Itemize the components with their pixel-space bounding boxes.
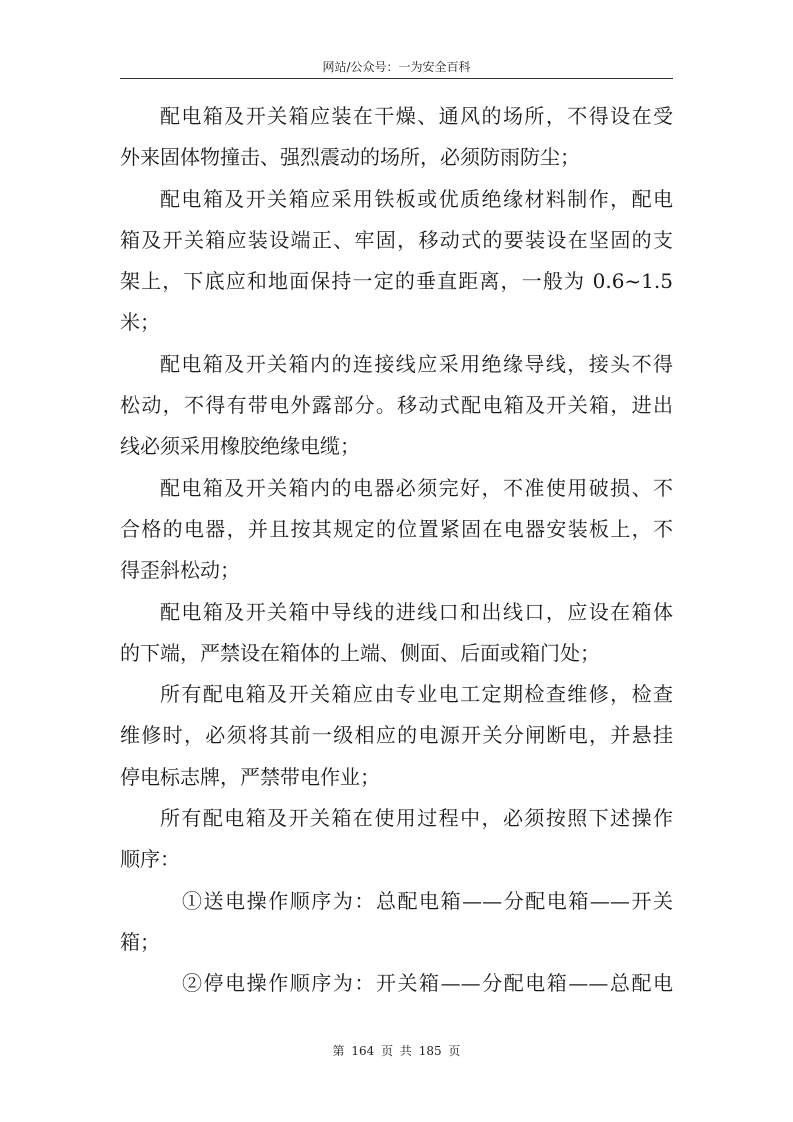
header-divider xyxy=(120,78,673,79)
body-line: 架上，下底应和地面保持一定的垂直距离，一般为 0.6~1.5 xyxy=(120,269,673,294)
body-line: 顺序： xyxy=(120,847,180,872)
body-line: 箱； xyxy=(120,929,160,954)
body-line: 箱及开关箱应装设端正、牢固，移动式的要装设在坚固的支 xyxy=(120,227,673,252)
body-line: 松动，不得有带电外露部分。移动式配电箱及开关箱，进出 xyxy=(120,393,673,418)
body-line: 合格的电器，并且按其规定的位置紧固在电器安装板上，不 xyxy=(120,516,673,541)
body-line: 停电标志牌，严禁带电作业； xyxy=(120,764,380,789)
body-line: 配电箱及开关箱中导线的进线口和出线口，应设在箱体 xyxy=(160,599,673,624)
body-line: 配电箱及开关箱应采用铁板或优质绝缘材料制作，配电 xyxy=(160,186,673,211)
body-line: 所有配电箱及开关箱应由专业电工定期检查维修，检查 xyxy=(160,682,673,707)
body-line: 配电箱及开关箱应装在干燥、通风的场所，不得设在受 xyxy=(160,104,673,128)
page-header: 网站/公众号：一为安全百科 xyxy=(322,60,471,74)
body-line: 得歪斜松动； xyxy=(120,558,240,583)
body-line: 线必须采用橡胶绝缘电缆； xyxy=(120,434,360,459)
body-line: 维修时，必须将其前一级相应的电源开关分闸断电，并悬挂 xyxy=(120,723,673,748)
body-line: ①送电操作顺序为：总配电箱——分配电箱——开关 xyxy=(182,888,673,913)
body-line: 配电箱及开关箱内的连接线应采用绝缘导线，接头不得 xyxy=(160,351,673,376)
body-line: 的下端，严禁设在箱体的上端、侧面、后面或箱门处； xyxy=(120,640,600,665)
body-line: 所有配电箱及开关箱在使用过程中，必须按照下述操作 xyxy=(160,806,673,831)
body-line: 配电箱及开关箱内的电器必须完好，不准使用破损、不 xyxy=(160,475,673,500)
document-body xyxy=(120,96,673,1005)
body-line: 米； xyxy=(120,310,160,335)
body-line: ②停电操作顺序为：开关箱——分配电箱——总配电 xyxy=(182,971,673,996)
body-line: 外来固体物撞击、强烈震动的场所，必须防雨防尘； xyxy=(120,145,580,170)
page-number: 第 164 页 共 185 页 xyxy=(332,1044,461,1058)
